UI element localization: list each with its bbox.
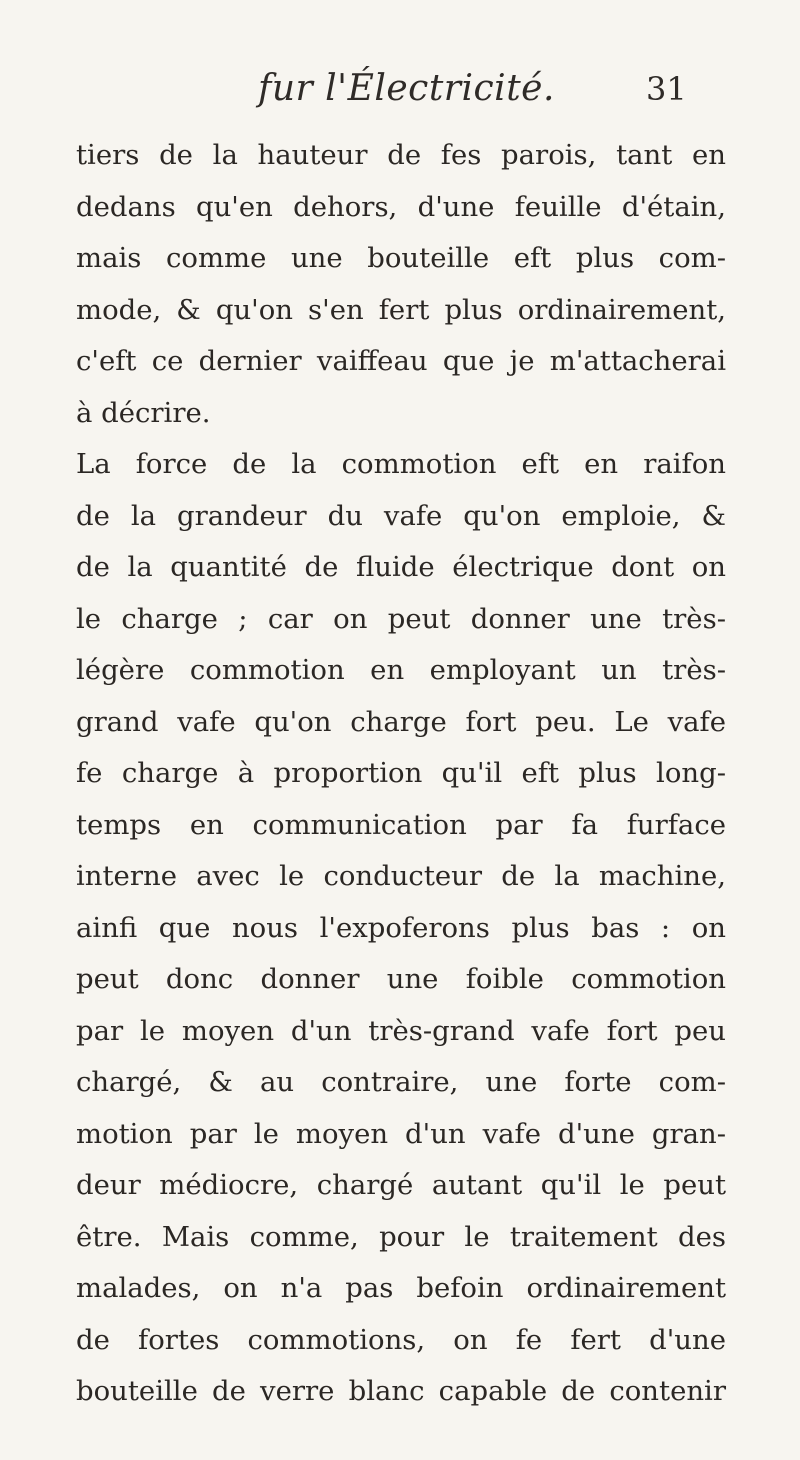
page-number: 31: [646, 70, 687, 108]
text-line: être. Mais comme, pour le traitement des: [76, 1220, 726, 1253]
text-line: de fortes commotions, on fe fert d'une: [76, 1323, 726, 1356]
text-line: c'eft ce dernier vaiffeau que je m'attacherai: [76, 345, 726, 377]
text-line: par le moyen d'un très-grand vafe fort peu: [76, 1014, 726, 1047]
text-line: motion par le moyen d'un vafe d'une gran-: [76, 1117, 726, 1150]
text-line: de la grandeur du vafe qu'on emploie, &: [76, 499, 726, 532]
text-line: La force de la commotion eft en raifon: [76, 448, 726, 480]
text-line: de la quantité de fluide électrique dont on: [76, 551, 726, 583]
text-line: à décrire.: [76, 396, 211, 429]
text-line: mode, & qu'on s'en fert plus ordinairement,: [76, 293, 726, 326]
text-line: le charge ; car on peut donner une très-: [76, 602, 726, 635]
text-line: temps en communication par fa furface: [76, 808, 726, 841]
text-line: mais comme une bouteille eft plus com-: [76, 242, 726, 274]
text-line: légère commotion en employant un très-: [76, 654, 726, 686]
text-line: dedans qu'en dehors, d'une feuille d'étain,: [76, 190, 726, 223]
text-line: ainfi que nous l'expoferons plus bas : on: [76, 911, 726, 944]
running-head-title: fur l'Électricité.: [258, 68, 555, 109]
body-text: [76, 130, 726, 1418]
text-line: grand vafe qu'on charge fort peu. Le vafe: [76, 705, 726, 738]
text-line: chargé, & au contraire, une forte com-: [76, 1066, 726, 1098]
text-line: fe charge à proportion qu'il eft plus long-: [76, 757, 726, 789]
text-line: interne avec le conducteur de la machine,: [76, 860, 726, 892]
text-line: peut donc donner une foible commotion: [76, 963, 726, 995]
text-line: tiers de la hauteur de fes parois, tant en: [76, 139, 726, 171]
text-line: malades, on n'a pas befoin ordinairement: [76, 1272, 726, 1304]
text-line: bouteille de verre blanc capable de contenir: [76, 1375, 726, 1407]
text-line: deur médiocre, chargé autant qu'il le peut: [76, 1169, 726, 1201]
